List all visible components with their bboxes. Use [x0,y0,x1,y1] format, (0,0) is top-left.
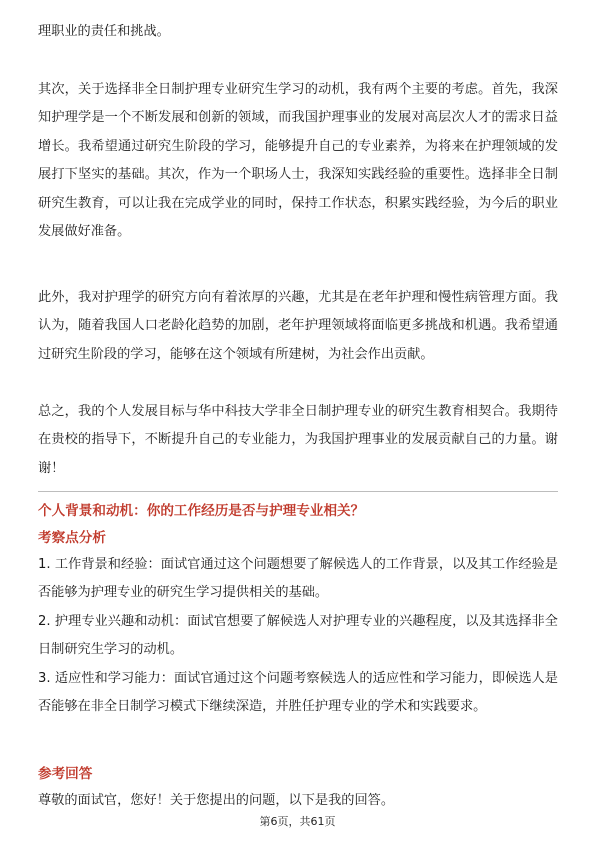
paragraph-conclusion: 总之，我的个人发展目标与华中科技大学非全日制护理专业的研究生教育相契合。我期待在贵校的指导下，不断提升自己的专业能力，为我国护理事业的发展贡献自己的力量。谢谢！ [38,404,558,476]
analysis-heading: 考察点分析 [38,530,106,546]
paragraph-interest: 此外，我对护理学的研究方向有着浓厚的兴趣，尤其是在老年护理和慢性病管理方面。我认为，随着我国人口老龄化趋势的加剧，老年护理领域将面临更多挑战和机遇。我希望通过研究生阶段的学习，能够在这个领域有所建树，为社会作出贡献。 [38,290,558,362]
analysis-item: 3. 适应性和学习能力：面试官通过这个问题考察候选人的适应性和学习能力，即候选人是否能够在非全日制学习模式下继续深造，并胜任护理专业的学术和实践要求。 [38,670,558,715]
analysis-item: 2. 护理专业兴趣和动机：面试官想要了解候选人对护理专业的兴趣程度，以及其选择非全日制研究生学习的动机。 [38,613,558,658]
section-divider [38,491,558,492]
analysis-item: 1. 工作背景和经验：面试官通过这个问题想要了解候选人的工作背景，以及其工作经验是否能够为护理专业的研究生学习提供相关的基础。 [38,557,558,601]
analysis-list [38,551,558,721]
answer-text: 尊敬的面试官，您好！关于您提出的问题，以下是我的回答。 [38,793,395,808]
paragraph-continuation: 理职业的责任和挑战。 [38,24,170,39]
paragraph-motivation: 其次，关于选择非全日制护理专业研究生学习的动机，我有两个主要的考虑。首先，我深知护理学是一个不断发展和创新的领域，而我国护理事业的发展对高层次人才的需求日益增长。我希望通过研究生阶段的学习，能够提升自己的专业素养，为将来在护理领域的发展打下坚实的基础。其次，作为一个职场人士，我深知实践经验的重要性。选择非全日制研究生教育，可以让我在完成学业的同时，保持工作状态，积累实践经验，为今后的职业发展做好准备。 [38,82,558,240]
question-heading: 个人背景和动机：你的工作经历是否与护理专业相关？ [38,503,365,519]
page-number: 第6页，共61页 [259,815,336,828]
answer-heading: 参考回答 [38,766,93,782]
